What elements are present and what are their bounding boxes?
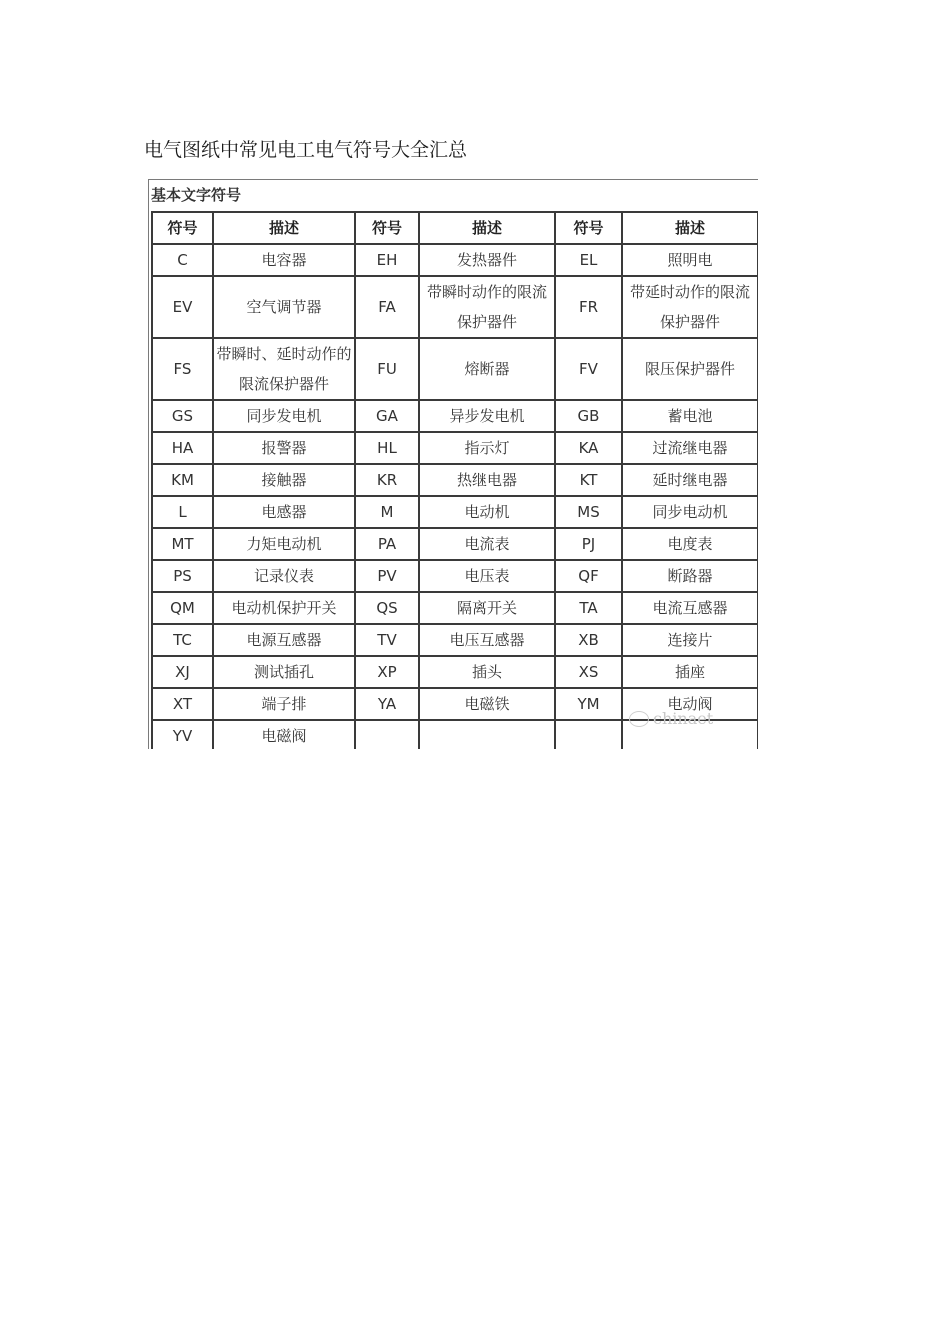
symbol-table-image [148, 179, 758, 749]
symbol-cell: HL [355, 432, 419, 464]
symbol-cell: EL [555, 244, 622, 276]
page-title: 电气图纸中常见电工电气符号大全汇总 [144, 139, 468, 161]
symbol-cell: QF [555, 560, 622, 592]
symbol-cell: FA [355, 276, 419, 338]
table-row [152, 400, 758, 432]
symbol-cell: FV [555, 338, 622, 400]
symbol-cell: PS [152, 560, 213, 592]
description-cell [419, 720, 555, 749]
description-cell: 插座 [622, 656, 758, 688]
description-cell: 接触器 [213, 464, 355, 496]
symbol-cell: YM [555, 688, 622, 720]
symbol-cell: GS [152, 400, 213, 432]
symbol-cell: PV [355, 560, 419, 592]
symbol-cell: KA [555, 432, 622, 464]
description-cell: 电度表 [622, 528, 758, 560]
symbol-cell [355, 720, 419, 749]
description-cell: 延时继电器 [622, 464, 758, 496]
description-cell: 电动阀 [622, 688, 758, 720]
table-row [152, 496, 758, 528]
description-cell: 电容器 [213, 244, 355, 276]
description-cell [622, 720, 758, 749]
description-cell: 电流表 [419, 528, 555, 560]
symbol-cell: C [152, 244, 213, 276]
description-cell: 过流继电器 [622, 432, 758, 464]
symbol-cell: TA [555, 592, 622, 624]
symbol-cell: GB [555, 400, 622, 432]
description-cell: 发热器件 [419, 244, 555, 276]
watermark-text: chinaet [653, 709, 714, 728]
symbol-cell: QS [355, 592, 419, 624]
header-description: 描述 [213, 212, 355, 244]
symbol-cell: EV [152, 276, 213, 338]
description-cell: 连接片 [622, 624, 758, 656]
symbol-cell [555, 720, 622, 749]
symbol-cell: XJ [152, 656, 213, 688]
description-cell: 带瞬时、延时动作的限流保护器件 [213, 338, 355, 400]
description-cell: 测试插孔 [213, 656, 355, 688]
symbol-cell: KT [555, 464, 622, 496]
description-cell: 电压互感器 [419, 624, 555, 656]
header-symbol: 符号 [355, 212, 419, 244]
header-description: 描述 [622, 212, 758, 244]
description-cell: 限压保护器件 [622, 338, 758, 400]
symbol-cell: M [355, 496, 419, 528]
table-row [152, 276, 758, 338]
description-cell: 热继电器 [419, 464, 555, 496]
header-symbol: 符号 [152, 212, 213, 244]
description-cell: 电压表 [419, 560, 555, 592]
description-cell: 同步发电机 [213, 400, 355, 432]
description-cell: 电磁阀 [213, 720, 355, 749]
description-cell: 隔离开关 [419, 592, 555, 624]
table-row [152, 656, 758, 688]
table-row [152, 592, 758, 624]
table-caption: 基本文字符号 [151, 186, 242, 204]
symbol-cell: PA [355, 528, 419, 560]
symbol-cell: KM [152, 464, 213, 496]
table-row [152, 688, 758, 720]
description-cell: 电磁铁 [419, 688, 555, 720]
header-description: 描述 [419, 212, 555, 244]
symbol-cell: FS [152, 338, 213, 400]
symbol-cell: TV [355, 624, 419, 656]
description-cell: 熔断器 [419, 338, 555, 400]
symbol-cell: YA [355, 688, 419, 720]
description-cell: 插头 [419, 656, 555, 688]
header-symbol: 符号 [555, 212, 622, 244]
description-cell: 电动机保护开关 [213, 592, 355, 624]
symbol-cell: TC [152, 624, 213, 656]
description-cell: 记录仪表 [213, 560, 355, 592]
symbol-cell: XT [152, 688, 213, 720]
symbol-cell: MT [152, 528, 213, 560]
description-cell: 电感器 [213, 496, 355, 528]
symbol-cell: XB [555, 624, 622, 656]
description-cell: 空气调节器 [213, 276, 355, 338]
symbol-cell: FU [355, 338, 419, 400]
description-cell: 电源互感器 [213, 624, 355, 656]
symbol-cell: XP [355, 656, 419, 688]
symbol-cell: QM [152, 592, 213, 624]
description-cell: 蓄电池 [622, 400, 758, 432]
description-cell: 带瞬时动作的限流保护器件 [419, 276, 555, 338]
description-cell: 电动机 [419, 496, 555, 528]
table-row [152, 560, 758, 592]
symbol-cell: XS [555, 656, 622, 688]
description-cell: 异步发电机 [419, 400, 555, 432]
symbol-cell: L [152, 496, 213, 528]
table-row [152, 432, 758, 464]
description-cell: 电流互感器 [622, 592, 758, 624]
table-row [152, 338, 758, 400]
table-row [152, 244, 758, 276]
description-cell: 带延时动作的限流保护器件 [622, 276, 758, 338]
symbol-cell: EH [355, 244, 419, 276]
table-row [152, 528, 758, 560]
symbol-cell: HA [152, 432, 213, 464]
table-row [152, 720, 758, 749]
description-cell: 照明电 [622, 244, 758, 276]
description-cell: 指示灯 [419, 432, 555, 464]
description-cell: 同步电动机 [622, 496, 758, 528]
symbol-cell: PJ [555, 528, 622, 560]
symbol-table [151, 211, 758, 749]
description-cell: 力矩电动机 [213, 528, 355, 560]
description-cell: 端子排 [213, 688, 355, 720]
table-row [152, 624, 758, 656]
symbol-cell: YV [152, 720, 213, 749]
description-cell: 断路器 [622, 560, 758, 592]
symbol-cell: FR [555, 276, 622, 338]
description-cell: 报警器 [213, 432, 355, 464]
table-header-row [152, 212, 758, 244]
symbol-cell: KR [355, 464, 419, 496]
table-row [152, 464, 758, 496]
symbol-cell: MS [555, 496, 622, 528]
symbol-cell: GA [355, 400, 419, 432]
